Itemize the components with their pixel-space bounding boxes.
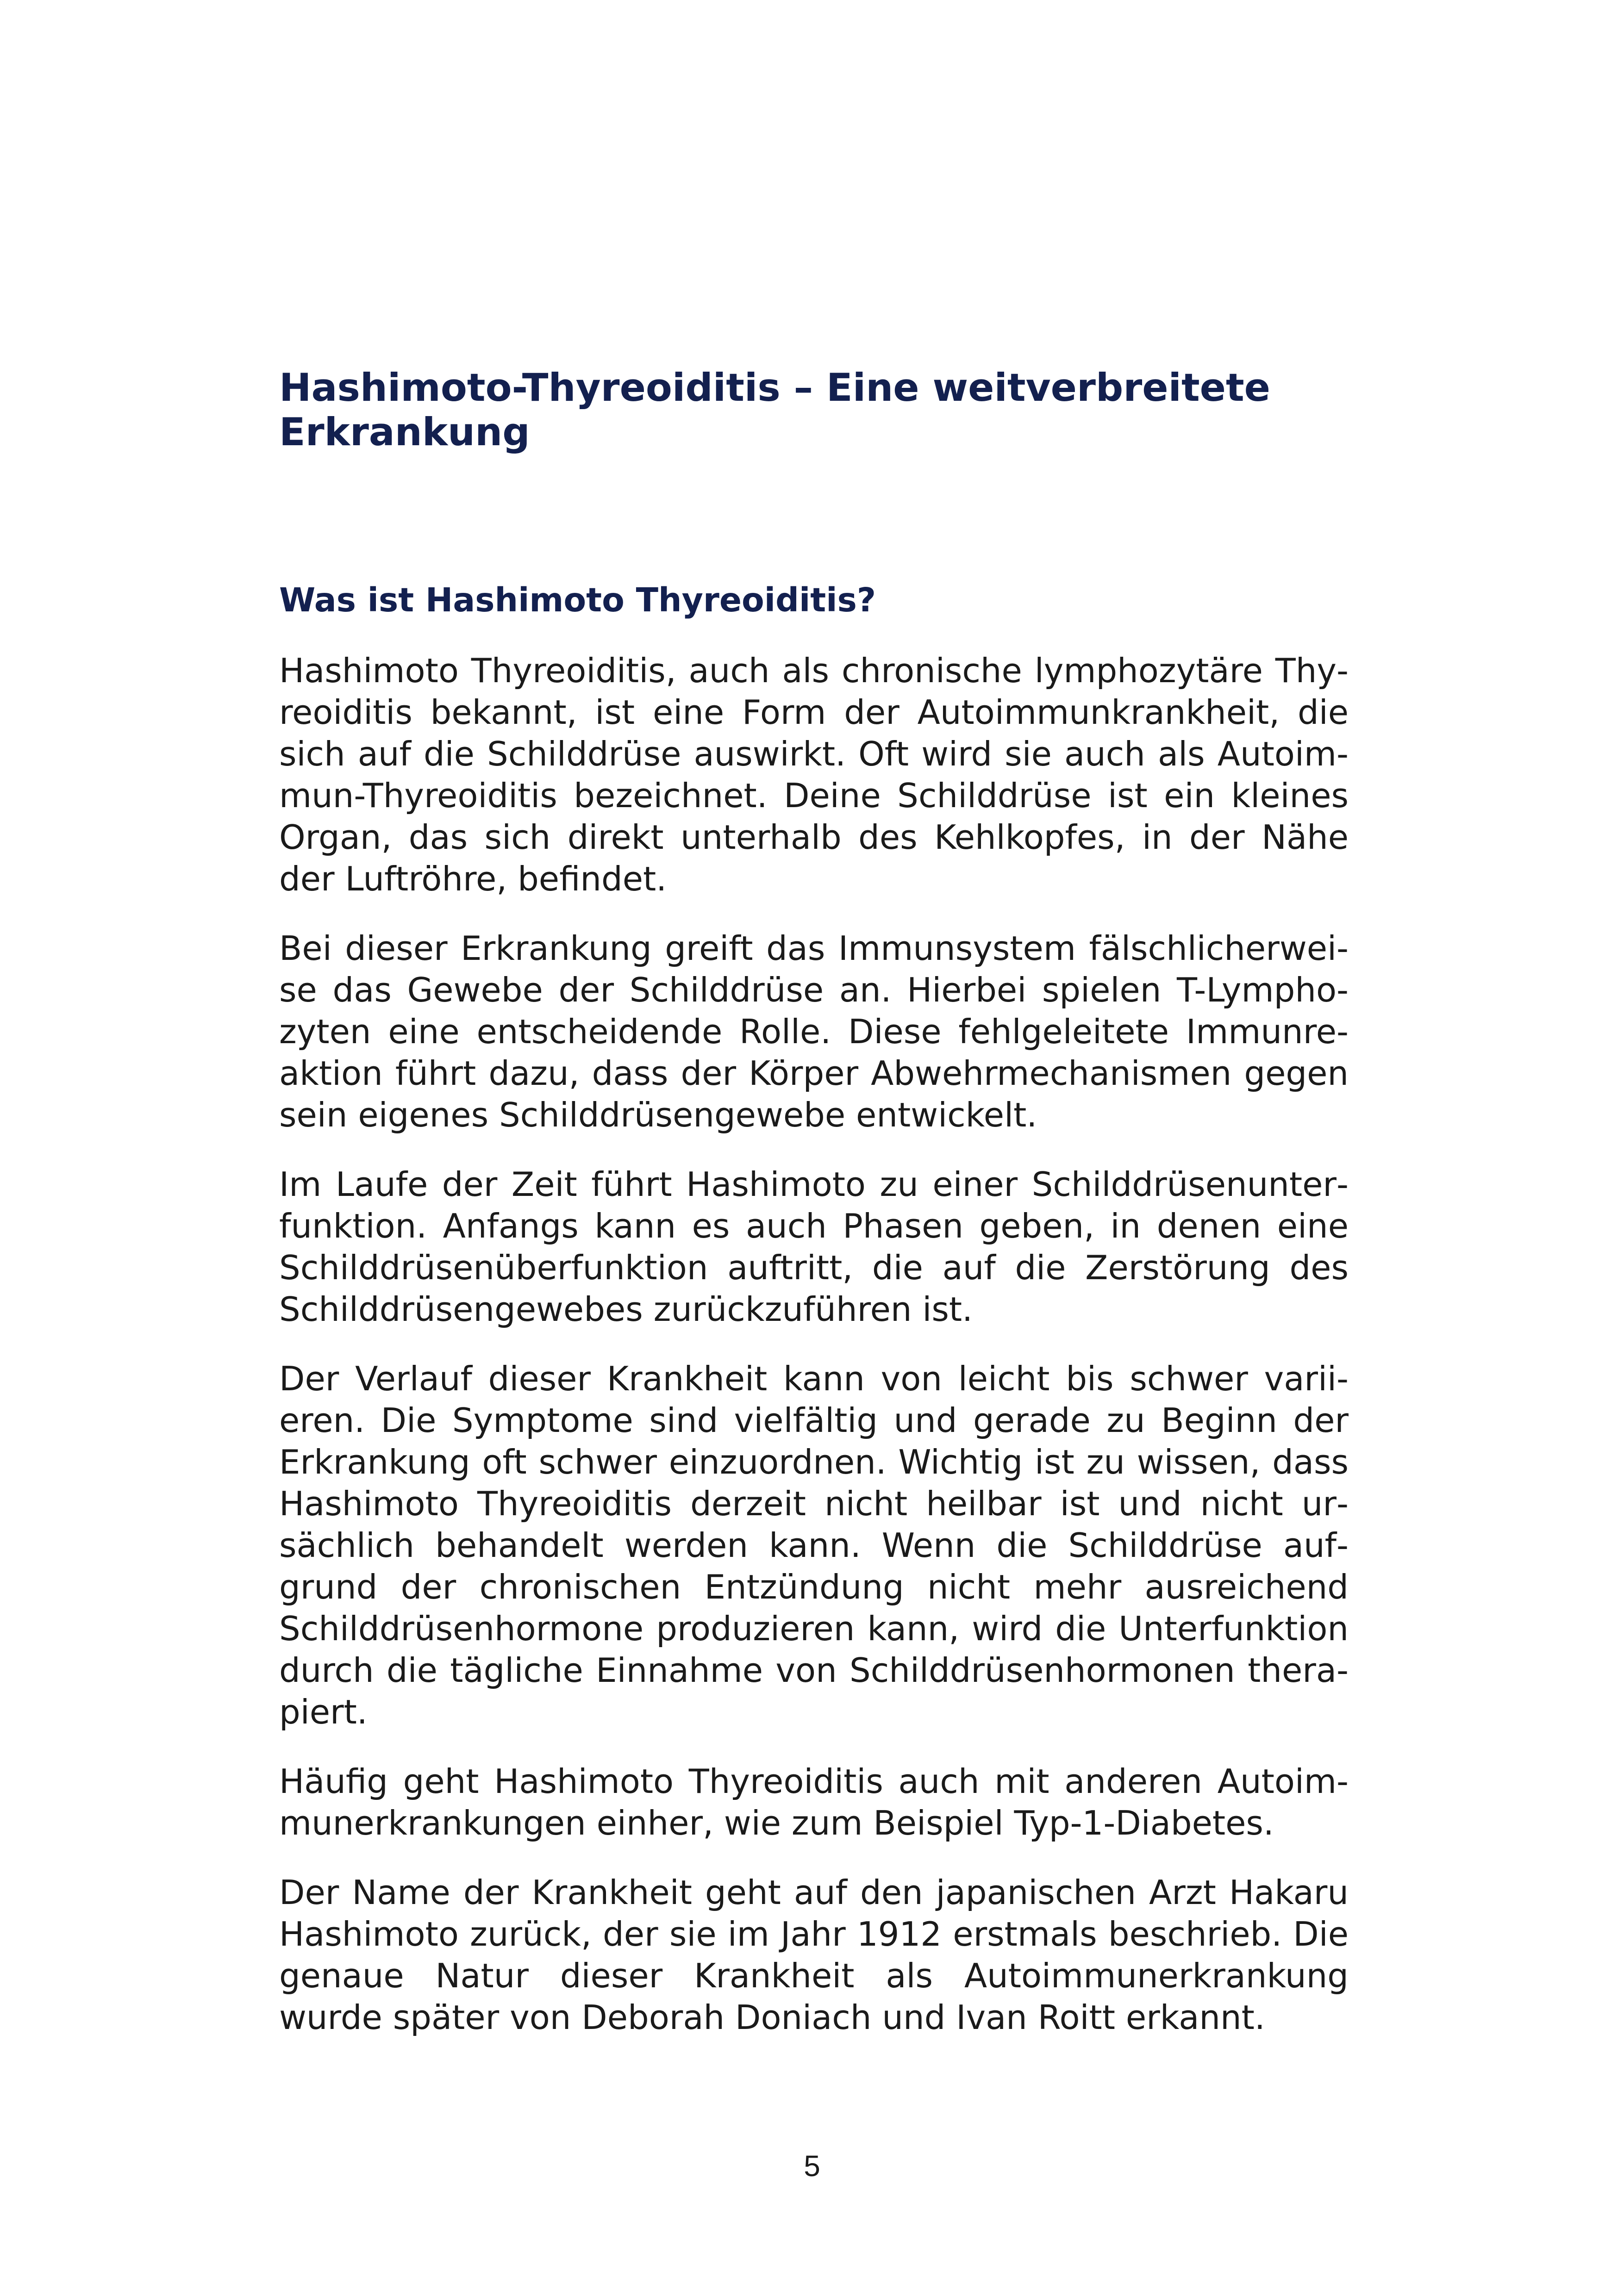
body-paragraph: Der Verlauf dieser Krankheit kann von leicht bis schwer variieren. Die Symptome sind vielfältig und gerade zu Beginn der Erkrankung oft schwer einzuordnen. Wichtig ist zu wissen, dass Hashimoto Thyreoiditis derzeit nicht heilbar ist und nicht ursächlich behandelt werden kann. Wenn die Schilddrüse aufgrund der chronischen Entzündung nicht mehr ausreichend Schilddrüsenhormone produzieren kann, wird die Unterfunktion durch die tägliche Einnahme von Schilddrüsenhormonen therapiert. [279, 1359, 1349, 1731]
body-paragraph: Häufig geht Hashimoto Thyreoiditis auch mit anderen Autoimmunerkrankungen einher, wie zum Beispiel Typ-1-Diabetes. [279, 1762, 1349, 1842]
body-paragraph: Hashimoto Thyreoiditis, auch als chronische lymphozytäre Thyreoiditis bekannt, ist eine Form der Autoimmunkrankheit, die sich auf die Schilddrüse auswirkt. Oft wird sie auch als Autoimmun-Thyreoiditis bezeichnet. Deine Schilddrüse ist ein kleines Organ, das sich direkt unterhalb des Kehlkopfes, in der Nähe der Luftröhre, befindet. [279, 651, 1349, 898]
body-paragraph: Im Laufe der Zeit führt Hashimoto zu einer Schilddrüsenunterfunktion. Anfangs kann es auch Phasen geben, in denen eine Schilddrüsenüberfunktion auftritt, die auf die Zerstörung des Schilddrüsengewebes zurückzuführen ist. [279, 1165, 1349, 1329]
page-content [279, 366, 1349, 2038]
body-paragraph: Der Name der Krankheit geht auf den japanischen Arzt Hakaru Hashimoto zurück, der sie im Jahr 1912 erstmals beschrieb. Die genaue Natur dieser Krankheit als Autoimmunerkrankung wurde später von Deborah Doniach und Ivan Roitt erkannt. [279, 1873, 1349, 2037]
document-title: Hashimoto-Thyreoiditis – Eine weitverbreitete Erkrankung [279, 365, 1270, 454]
page-number: 5 [804, 2149, 820, 2183]
section-heading: Was ist Hashimoto Thyreoiditis? [279, 581, 876, 619]
body-paragraph: Bei dieser Erkrankung greift das Immunsystem fälschlicherweise das Gewebe der Schilddrüse an. Hierbei spielen T-Lymphozyten eine entscheidende Rolle. Diese fehlgeleitete Immunreaktion führt dazu, dass der Körper Abwehrmechanismen gegen sein eigenes Schilddrüsengewebe entwickelt. [279, 929, 1349, 1134]
